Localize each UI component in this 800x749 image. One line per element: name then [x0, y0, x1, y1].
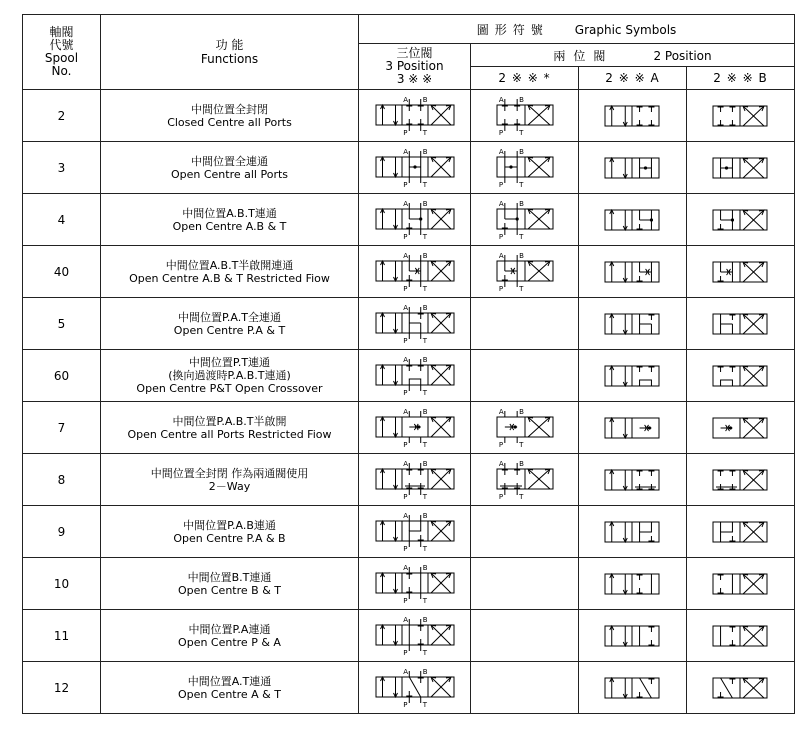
port-label-t: T: [518, 284, 523, 293]
two-position-zh: 兩位閥: [553, 48, 614, 63]
spool-function: [101, 610, 359, 662]
spool-code: 11: [23, 610, 101, 662]
port-label-b: B: [518, 147, 524, 156]
function-en: Open Centre A.B & T: [172, 219, 287, 233]
port-label-t: T: [518, 180, 523, 189]
port-label-p: P: [402, 700, 408, 709]
two-position-b-symbol: [687, 610, 795, 662]
spool-code: 4: [23, 194, 101, 246]
port-label-t: T: [518, 232, 523, 241]
port-label-b: B: [422, 95, 428, 104]
function-en: Open Centre A & T: [178, 687, 281, 701]
port-label-a: A: [402, 199, 408, 208]
spool-code: 60: [23, 350, 101, 402]
functions-header-en: Functions: [200, 52, 259, 66]
spool-header: [23, 15, 101, 90]
spool-function: [101, 246, 359, 298]
spool-code: 2: [23, 90, 101, 142]
port-label-b: B: [422, 563, 428, 572]
spool-row: [23, 142, 795, 194]
port-label-a: A: [498, 407, 504, 416]
port-label-t: T: [422, 648, 427, 657]
three-position-symbol: [359, 662, 471, 714]
port-label-b: B: [422, 615, 428, 624]
two-position-b-symbol: [687, 662, 795, 714]
spool-row: [23, 454, 795, 506]
two-position-b-symbol: [687, 454, 795, 506]
spool-function: [101, 298, 359, 350]
two-position-code-star: 2 ※ ※ *: [471, 67, 579, 90]
spool-header-en: Spool No.: [44, 51, 79, 78]
two-position-star-symbol: [471, 610, 579, 662]
three-position-symbol: [359, 142, 471, 194]
function-zh: 中間位置P.A.B連通: [183, 518, 276, 532]
three-position-symbol: [359, 454, 471, 506]
three-position-symbol: [359, 506, 471, 558]
spool-row: [23, 610, 795, 662]
three-position-symbol: [359, 402, 471, 454]
spool-row: [23, 246, 795, 298]
two-position-a-symbol: [579, 142, 687, 194]
function-zh: 中間位置P.A.T全連通: [178, 310, 281, 324]
two-position-a-symbol: [579, 298, 687, 350]
spool-header-zh: 軸閥代號: [49, 25, 74, 52]
two-position-code-a: 2 ※ ※ A: [579, 67, 687, 90]
function-zh: 中間位置P.A連通: [188, 622, 271, 636]
function-en: Open Centre P & A: [178, 635, 281, 649]
spool-function: [101, 402, 359, 454]
two-position-star-symbol: [471, 90, 579, 142]
port-label-p: P: [402, 648, 408, 657]
function-zh: 中間位置全連通: [191, 154, 268, 168]
function-zh: 中間位置P.A.B.T半啟開: [172, 414, 287, 428]
spool-function: [101, 506, 359, 558]
port-label-p: P: [402, 492, 408, 501]
two-position-b-symbol: [687, 402, 795, 454]
port-label-p: P: [498, 284, 503, 293]
function-zh: 中間位置B.T連通: [187, 570, 272, 584]
spool-function: [101, 90, 359, 142]
function-en: Open Centre B & T: [178, 583, 281, 597]
function-en: Open Centre A.B & T Restricted Fiow: [129, 271, 330, 285]
function-zh: 中間位置A.B.T半啟開連通: [165, 258, 294, 272]
spool-code: 12: [23, 662, 101, 714]
two-position-a-symbol: [579, 662, 687, 714]
port-label-p: P: [402, 232, 408, 241]
port-label-b: B: [518, 95, 524, 104]
spool-row: [23, 350, 795, 402]
three-position-symbol: [359, 350, 471, 402]
spool-row: [23, 90, 795, 142]
two-position-a-symbol: [579, 558, 687, 610]
port-label-t: T: [422, 180, 427, 189]
two-position-star-symbol: [471, 402, 579, 454]
graphic-symbols-en: Graphic Symbols: [574, 22, 677, 37]
spool-function: [101, 142, 359, 194]
port-label-a: A: [402, 355, 408, 364]
port-label-t: T: [422, 128, 427, 137]
graphic-symbols-zh: 圖形符號: [476, 22, 549, 37]
port-label-p: P: [402, 440, 408, 449]
two-position-b-symbol: [687, 246, 795, 298]
spool-row: [23, 194, 795, 246]
port-label-a: A: [402, 563, 408, 572]
port-label-b: B: [422, 251, 428, 260]
port-label-p: P: [402, 128, 408, 137]
port-label-p: P: [402, 388, 408, 397]
function-zh: 中間位置全封閉: [191, 102, 268, 116]
port-label-b: B: [422, 147, 428, 156]
port-label-a: A: [498, 95, 504, 104]
port-label-p: P: [402, 284, 408, 293]
port-label-p: P: [402, 180, 408, 189]
spool-function: [101, 194, 359, 246]
two-position-star-symbol: [471, 246, 579, 298]
spool-function: [101, 662, 359, 714]
function-en: 2－Way: [208, 479, 251, 493]
spool-row: [23, 662, 795, 714]
port-label-a: A: [498, 459, 504, 468]
spool-code: 7: [23, 402, 101, 454]
functions-header-zh: 功 能: [215, 38, 244, 52]
port-label-a: A: [402, 251, 408, 260]
function-en: Open Centre all Ports Restricted Fiow: [127, 427, 332, 441]
three-position-code: 3 ※ ※: [396, 72, 433, 86]
spool-function: [101, 350, 359, 402]
two-position-star-symbol: [471, 558, 579, 610]
port-label-b: B: [422, 511, 428, 520]
spool-row: [23, 506, 795, 558]
port-label-a: A: [402, 615, 408, 624]
port-label-b: B: [422, 199, 428, 208]
three-position-symbol: [359, 194, 471, 246]
port-label-p: P: [402, 336, 408, 345]
two-position-a-symbol: [579, 506, 687, 558]
spool-row: [23, 558, 795, 610]
port-label-t: T: [518, 440, 523, 449]
port-label-t: T: [422, 336, 427, 345]
port-label-t: T: [422, 232, 427, 241]
two-position-star-symbol: [471, 298, 579, 350]
three-position-zh: 三位閥: [396, 46, 433, 60]
two-position-header: [471, 44, 795, 67]
function-zh: 中間位置A.T連通: [187, 674, 272, 688]
spool-table: [22, 14, 795, 714]
port-label-p: P: [498, 180, 503, 189]
two-position-en: 2 Position: [653, 48, 712, 63]
two-position-a-symbol: [579, 350, 687, 402]
two-position-a-symbol: [579, 90, 687, 142]
port-label-b: B: [518, 459, 524, 468]
two-position-star-symbol: [471, 194, 579, 246]
three-position-en: 3 Position: [385, 59, 444, 73]
two-position-a-symbol: [579, 454, 687, 506]
spool-code: 9: [23, 506, 101, 558]
port-label-p: P: [498, 232, 503, 241]
three-position-header: [359, 44, 471, 90]
function-en: Open Centre P&T Open Crossover: [136, 382, 323, 395]
port-label-a: A: [402, 511, 408, 520]
port-label-a: A: [402, 459, 408, 468]
two-position-a-symbol: [579, 402, 687, 454]
graphic-symbols-header: [359, 15, 795, 44]
port-label-t: T: [422, 544, 427, 553]
port-label-t: T: [422, 440, 427, 449]
port-label-b: B: [422, 355, 428, 364]
function-zh-note: (換向過渡時P.A.B.T連通): [168, 369, 291, 382]
port-label-a: A: [498, 147, 504, 156]
port-label-b: B: [518, 407, 524, 416]
port-label-b: B: [518, 199, 524, 208]
spool-rows: [23, 90, 795, 714]
function-en: Closed Centre all Ports: [167, 115, 292, 129]
port-label-p: P: [402, 544, 408, 553]
spool-code: 8: [23, 454, 101, 506]
function-en: Open Centre all Ports: [170, 167, 289, 181]
spool-function: [101, 558, 359, 610]
two-position-star-symbol: [471, 350, 579, 402]
two-position-a-symbol: [579, 246, 687, 298]
function-zh: 中間位置全封閉 作為兩通閥使用: [150, 466, 309, 480]
spool-function: [101, 454, 359, 506]
port-label-a: A: [498, 251, 504, 260]
port-label-p: P: [498, 440, 503, 449]
port-label-a: A: [402, 95, 408, 104]
function-zh: 中間位置P.T連通: [188, 356, 271, 369]
port-label-t: T: [518, 492, 523, 501]
port-label-p: P: [498, 492, 503, 501]
two-position-b-symbol: [687, 298, 795, 350]
two-position-star-symbol: [471, 142, 579, 194]
two-position-star-symbol: [471, 454, 579, 506]
spool-row: [23, 402, 795, 454]
spool-row: [23, 298, 795, 350]
port-label-b: B: [422, 459, 428, 468]
port-label-a: A: [402, 147, 408, 156]
two-position-b-symbol: [687, 558, 795, 610]
functions-header: [101, 15, 359, 90]
port-label-t: T: [518, 128, 523, 137]
port-label-a: A: [402, 667, 408, 676]
port-label-b: B: [518, 251, 524, 260]
port-label-a: A: [498, 199, 504, 208]
port-label-b: B: [422, 407, 428, 416]
two-position-b-symbol: [687, 506, 795, 558]
port-label-t: T: [422, 700, 427, 709]
three-position-symbol: [359, 298, 471, 350]
two-position-code-b: 2 ※ ※ B: [687, 67, 795, 90]
two-position-star-symbol: [471, 662, 579, 714]
two-position-a-symbol: [579, 194, 687, 246]
spool-code: 40: [23, 246, 101, 298]
port-label-t: T: [422, 284, 427, 293]
three-position-symbol: [359, 246, 471, 298]
two-position-b-symbol: [687, 350, 795, 402]
three-position-symbol: [359, 610, 471, 662]
port-label-a: A: [402, 303, 408, 312]
spool-code: 10: [23, 558, 101, 610]
port-label-t: T: [422, 492, 427, 501]
three-position-symbol: [359, 90, 471, 142]
spool-code: 3: [23, 142, 101, 194]
port-label-a: A: [402, 407, 408, 416]
two-position-b-symbol: [687, 194, 795, 246]
two-position-b-symbol: [687, 142, 795, 194]
function-en: Open Centre P.A & B: [173, 531, 286, 545]
three-position-symbol: [359, 558, 471, 610]
port-label-b: B: [422, 667, 428, 676]
spool-code: 5: [23, 298, 101, 350]
two-position-a-symbol: [579, 610, 687, 662]
port-label-p: P: [498, 128, 503, 137]
function-zh: 中間位置A.B.T連通: [182, 206, 277, 220]
two-position-b-symbol: [687, 90, 795, 142]
port-label-b: B: [422, 303, 428, 312]
function-en: Open Centre P.A & T: [173, 323, 286, 337]
port-label-t: T: [422, 596, 427, 605]
port-label-p: P: [402, 596, 408, 605]
two-position-star-symbol: [471, 506, 579, 558]
port-label-t: T: [422, 388, 427, 397]
